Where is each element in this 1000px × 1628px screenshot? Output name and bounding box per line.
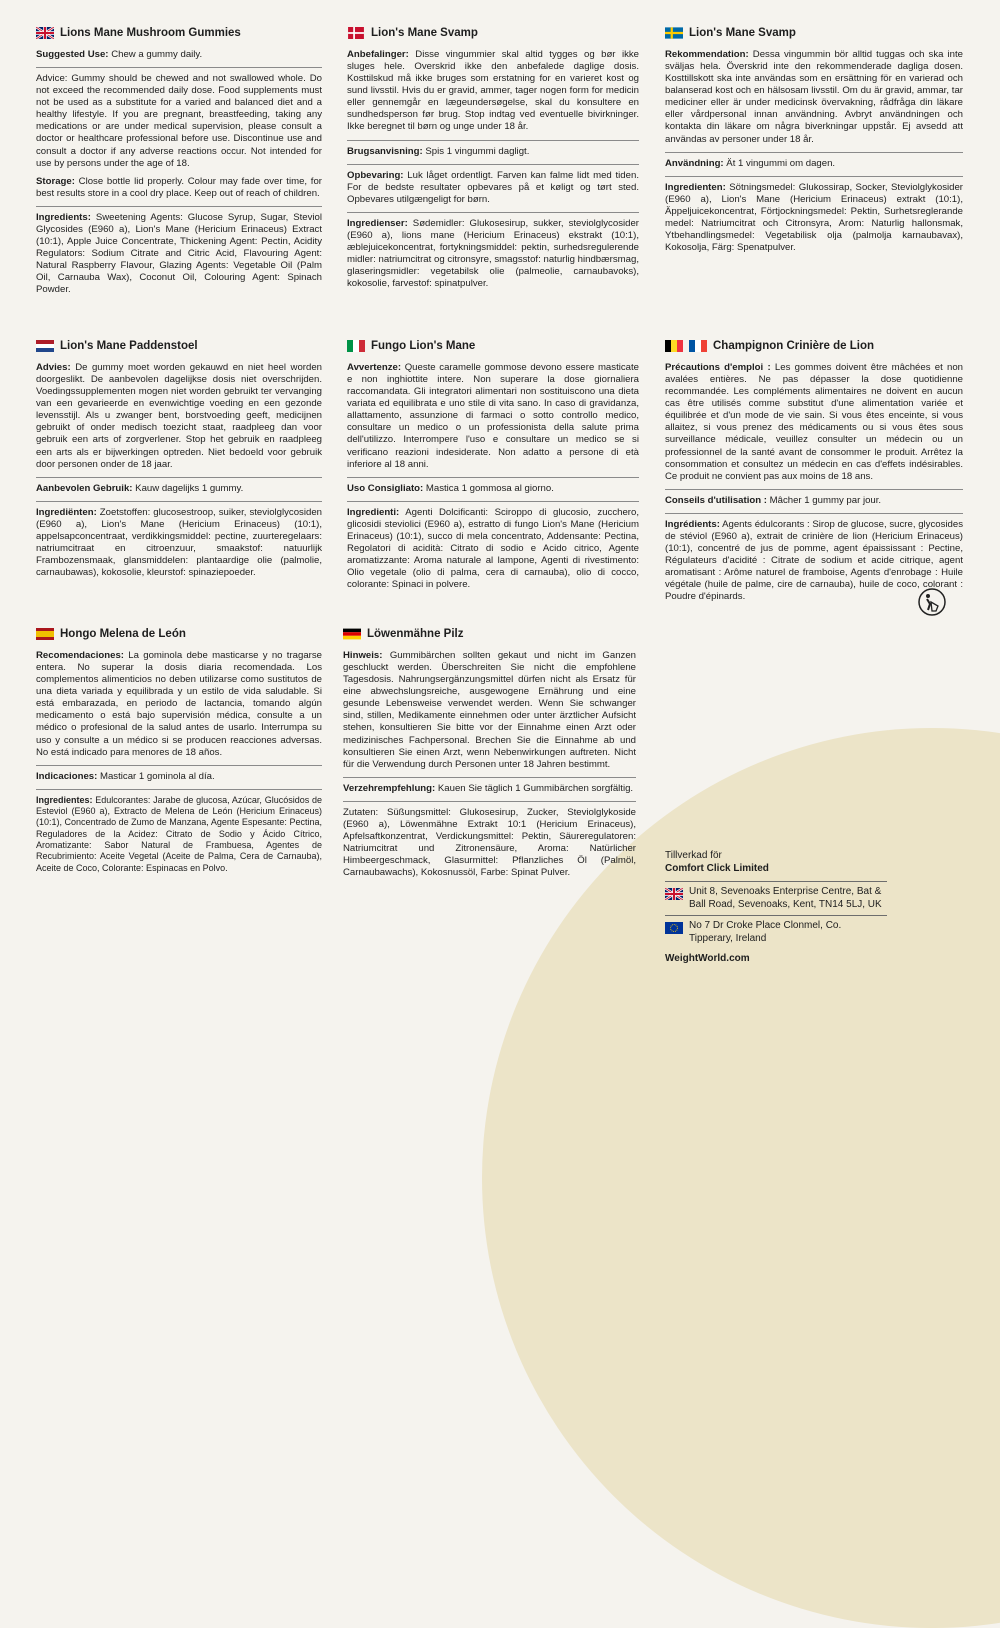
section-title: Lions Mane Mushroom Gummies — [36, 27, 322, 43]
denmark-flag-icon — [347, 27, 365, 39]
section-title: Lion's Mane Paddenstoel — [36, 340, 322, 356]
address-uk-row — [665, 881, 887, 915]
address-uk: Unit 8, Sevenoaks Enterprise Centre, Bat & Ball Road, Sevenoaks, Kent, TN14 5LJ, UK — [689, 886, 882, 910]
section-title: Lion's Mane Svamp — [665, 27, 963, 43]
uk-flag-icon — [36, 27, 54, 39]
section-title: Champignon Crinière de Lion — [665, 340, 963, 356]
section-danish: Lion's Mane Svamp Anbefalinger: Disse vingummier skal altid tygges og bør ikke sluges hele. Overskrid ikke den anbefalede daglige dosis. Kosttilskud må ikke bruges som erstatning for en varieret kost og sund livsstil. Hvis du er gravid, ammer, tager nogen form for medicin eller gennemgår en lægeundersøgelse, skal du konsultere en sundhedsperson før brug. Stop indtag ved eventuelle bivirkninger. Ikke beregnet til børn og unge under 18 år. Brugsanvisning: Spis 1 vingummi dagligt. Opbevaring: Luk låget ordentligt. Farven kan falme lidt med tiden. For de bedste resultater opbevares på et køligt og tørt sted. Opbevares utilgængeligt for børn. Ingredienser: Sødemidler: Glukosesirup, sukker, steviolglycosider (E960 a), lions mane (Hericium Erinaceus) ekstrakt (10:1), æblejuicekoncentrat, fortykningsmiddel: pektin, surhedsregulerende midler: natriumcitrat og citronsyre, smagsstof: naturlig hindbærsmag, glaseringsmidler: vegetabilsk olie (palmeolie, carnaubavoks), kokosolie, farvestof: spinatpulver. — [347, 27, 640, 290]
company-name: Comfort Click Limited — [665, 862, 769, 874]
section-german: Löwenmähne Pilz Hinweis: Gummibärchen sollten gekaut und nicht im Ganzen geschluckt werden. Überschreiten Sie nicht die empfohlene Tagesdosis. Nahrungsergänzungsmittel dürfen nicht als Ersatz für eine abwechslungsreiche, ausgewogene Ernährung und eine gesunde Lebensweise verwendet werden. Wenn Sie schwanger sind, stillen, Medikamente einnehmen oder unter ärztlicher Aufsicht stehen, konsultieren Sie bitte vor der Einnahme einen Arzt oder medizinisches Fachpersonal. Brechen Sie die Einnahme ab und konsultieren Sie einen Arzt, wenn Nebenwirkungen auftreten. Nicht für die Verwendung durch Personen unter 18 Jahren bestimmt. Verzehrempfehlung: Kauen Sie täglich 1 Gummibärchen sorgfältig. Zutaten: Süßungsmittel: Glukosesirup, Zucker, Steviolglykoside (E960 a), Löwenmähne Extrakt 10:1 (Hericium Erinaceus), Apfelsaftkonzentrat, Verdickungsmittel: Pektin, Säureregulatoren: Natriumcitrat und Zitronensäure, Aroma: Natürlicher Himbeergeschmack, Glasurmittel: Pflanzliches Öl (Palmöl, Carnaubawachs), Kokosnussöl, Farbe: Spinat Pulver. — [343, 628, 637, 879]
address-eu-row — [665, 915, 887, 949]
spain-flag-icon — [36, 628, 54, 640]
address-eu: No 7 Dr Croke Place Clonmel, Co. Tipperary, Ireland — [689, 920, 842, 944]
manufacturer-block — [665, 850, 887, 970]
uk-flag-icon — [665, 888, 683, 900]
germany-flag-icon — [343, 628, 361, 640]
section-title: Hongo Melena de León — [36, 628, 322, 644]
section-swedish: Lion's Mane Svamp Rekommendation: Dessa vingummin bör alltid tuggas och ska inte sväljas hela. Överskrid inte den rekommenderade dagliga dosen. Kosttillskott ska inte användas som en ersättning för en varierad och balanserad kost och en hälsosam livsstil. Om du är gravid, ammar, tar mediciner eller är under medicinsk övervakning, rådfråga din läkare eller vårdpersonal innan användning. Avbryt användningen och kontakta din läkare om några biverkningar uppstår. Ej avsedd att användas av personer under 18 år. Användning: Ät 1 vingummi om dagen. Ingredienten: Sötningsmedel: Glukossirap, Socker, Steviolglykosider (E960 a), Lion's Mane (Hericium Erinaceus) extrakt (10:1), Äppeljuicekoncentrat, Förtjockningsmedel: Pektin, Surhetsreglerande medel: Natriumcitrat och Citronsyra, Arom: Naturlig hallonsmak, Ytbehandlingsmedel: Vegetabilisk olja (palmolja karnaubavax), Kokosolja, Färg: Spenatpulver. — [665, 27, 963, 254]
france-flag-icon — [689, 340, 707, 352]
section-title: Lion's Mane Svamp — [347, 27, 639, 43]
netherlands-flag-icon — [36, 340, 54, 352]
recycle-icon — [918, 588, 946, 616]
eu-flag-icon — [665, 922, 683, 934]
section-french: Champignon Crinière de Lion Précautions d'emploi : Les gommes doivent être mâchées et non avalées entières. Ne pas dépasser la dose quotidienne recommandée. Les compléments alimentaires ne doivent en aucun cas être utilisés comme substitut d'une alimentation variée et équilibrée et d'un mode de vie sain. Si vous êtes enceinte, si vous allaitez, si vous prenez des médicaments ou si vous êtes sous surveillance médicale, veuillez consulter un médecin ou un professionnel de la santé avant de consommer le produit. Arrêtez la consommation et consultez un médecin en cas d'effets indésirables. Ce produit ne convient pas aux moins de 18 ans. Conseils d'utilisation : Mâcher 1 gummy par jour. Ingrédients: Agents édulcorants : Sirop de glucose, sucre, glycosides de stéviol (E960 a), extrait de crinière de lion (Hericium Erinaceus) (10:1), concentré de jus de pomme, agent épaississant : Pectine, Régulateurs d'acidité : Citrate de sodium et acide citrique, agent aromatisant : Arôme naturel de framboise, Agents d'enrobage : Huile végétale (huile de palme, cire de carnauba), huile de coco, colorant : Poudre d'épinards. — [665, 340, 964, 603]
belgium-flag-icon — [665, 340, 683, 352]
section-title: Fungo Lion's Mane — [347, 340, 639, 356]
sweden-flag-icon — [665, 27, 683, 39]
made-for-label: Tillverkad för — [665, 850, 722, 861]
section-italian: Fungo Lion's Mane Avvertenze: Queste caramelle gommose devono essere masticate e non inghiottite intere. Non superare la dose giornaliera raccomandata. Gli integratori alimentari non sostituiscono una dieta variata ed equilibrata e uno stile di vita sano. In caso di gravidanza, allattamento, assunzione di farmaci o sotto controllo medico, consultare un medico o un professionista della salute prima dell'utilizzo. Interrompere l'uso e consultare un medico se si verificano reazioni indesiderate. Non adatto a persone di età inferiore al 18 anni. Uso Consigliato: Mastica 1 gommosa al giorno. Ingredienti: Agenti Dolcificanti: Sciroppo di glucosio, zucchero, glicosidi steviolici (E960 a), estratto di fungo Lion's Mane (Hericium Erinaceus) (10:1), succo di mela concentrato, Addensante: Pectina, Regolatori di acidità: Citrato di sodio e Acido citrico, Agente aromatizzante: Aroma naturale al lampone, Agenti di rivestimento: Olio vegetale (olio di palma, cera di carnauba), olio di cocco, colorante: Spinaci in polvere. — [347, 340, 639, 591]
section-title: Löwenmähne Pilz — [343, 628, 636, 644]
section-dutch: Lion's Mane Paddenstoel Advies: De gummy moet worden gekauwd en niet heel worden doorgeslikt. De aanbevolen dagelijkse dosis niet overschrijden. Voedingssupplementen mogen niet worden gebruikt ter vervanging van een gevarieerde en evenwichtige voeding en een gezonde levensstijl. Als u zwanger bent, borstvoeding geeft, medicijnen gebruikt of onder medisch toezicht staat, raadpleeg dan voor gebruik een arts of zorgverlener. Stop het gebruik en raadpleeg een arts als er bijwerkingen optreden. Niet bedoeld voor gebruik door personen onder de 18 jaar. Aanbevolen Gebruik: Kauw dagelijks 1 gummy. Ingrediënten: Zoetstoffen: glucosestroop, suiker, steviolglycosiden (E960 a), Lion's Mane (Hericium Erinaceus) (10:1), appelsapconcentraat, verdikkingsmiddel: pectine, zuurteregelaars: natriumcitraat en citroenzuur, smaakstof: natuurlijk Frambozensmaak, glansmiddelen: plantaardige olie (palmolie, carnaubawas), kokosolie, kleurstof: spinaziepoeder. — [36, 340, 322, 579]
section-english: Lions Mane Mushroom Gummies Suggested Use: Chew a gummy daily. Advice: Gummy should be chewed and not swallowed whole. Do not exceed the recommended daily dose. Food supplements must not be used as a substitute for a varied and balanced diet and a healthy lifestyle. If you are pregnant, breastfeeding, taking any medications or are under medical supervision, please consult a doctor or healthcare professional before use. Discontinue use and consult a doctor if any adverse reactions occur. Not intended for use by persons under the age of 18. Storage: Close bottle lid properly. Colour may fade over time, for best results store in a cool dry place. Keep out of reach of children. Ingredients: Sweetening Agents: Glucose Syrup, Sugar, Steviol Glycosides (E960 a), Lion's Mane (Hericium Erinaceus) Extract (10:1), Apple Juice Concentrate, Thickening Agent: Pectin, Acidity Regulators: Sodium Citrate and Citric Acid, Flavouring Agent: Natural Raspberry Flavour, Glazing Agents: Vegetable Oil (Palm Oil, Carnauba Wax), Coconut Oil, Colouring Agent: Spinach Powder. — [36, 27, 322, 296]
website-link[interactable]: WeightWorld.com — [665, 953, 750, 964]
section-spanish: Hongo Melena de León Recomendaciones: La gominola debe masticarse y no tragarse entera. No superar la dosis diaria recomendada. Los complementos alimenticios no deben utilizarse como sustitutos de una dieta variada y equilibrada y un estilo de vida saludable. Si está embarazada, en periodo de lactancia, tomando algún medicamento o está bajo supervisión médica, consulte a un médico o profesional de la salud antes de usarlo. Interrumpa su uso y consulte a un médico si se producen reacciones adversas. No está indicado para menores de 18 años. Indicaciones: Masticar 1 gominola al día. Ingredientes: Edulcorantes: Jarabe de glucosa, Azúcar, Glucósidos de Esteviol (E960 a), Extracto de Melena de León (Hericium Erinaceus) (10:1), Concentrado de Zumo de Manzana, Agente Espesante: Pectina, Reguladores de la Acidez: Citrato de Sodio y Ácido Cítrico, Aromatizante: Sabor Natural de Frambuesa, Agentes de Recubrimiento: Aceite Vegetal (Aceite de Palma, Cera de Carnauba), Aceite de Coco, Colorante: Espinacas en Polvo. — [36, 628, 322, 873]
italy-flag-icon — [347, 340, 365, 352]
